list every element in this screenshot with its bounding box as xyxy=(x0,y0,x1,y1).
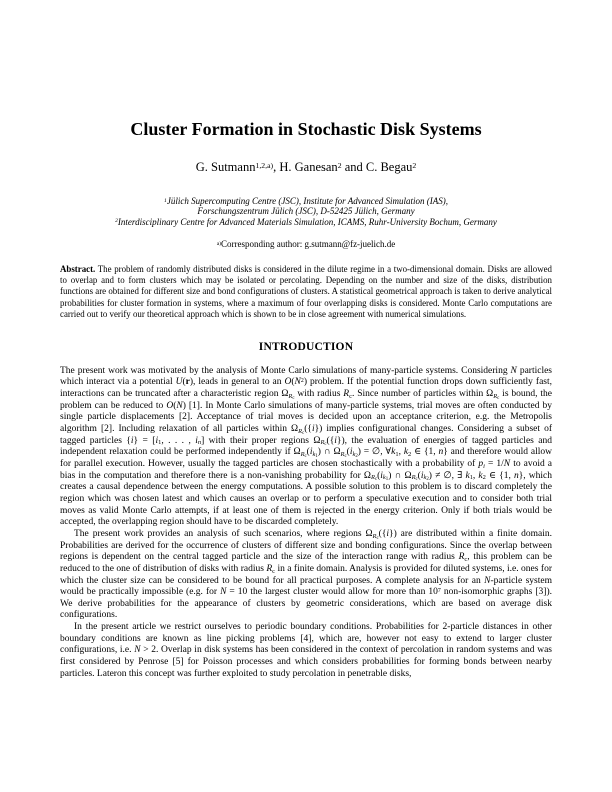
abstract-label: Abstract. xyxy=(60,264,96,275)
paper-title: Cluster Formation in Stochastic Disk Systems xyxy=(130,119,482,139)
abstract xyxy=(60,264,552,319)
section-heading-introduction: INTRODUCTION xyxy=(258,340,354,353)
page-content xyxy=(60,0,552,680)
intro-paragraph-3: In the present article we restrict ourselves to periodic boundary conditions. Probabilities for 2-particle distances in other boundary conditions are known as line picking problems [4], which are, however not easy to extend to larger cluster configurations, i.e. N > 2. Overlap in disk systems has been considered in the context of percolation in random systems and was first considered by Penrose [5] for Poisson processes and which considers probabilities for forming bonds between nearby particles. Lateron this concept was further exploited to study percolation in penetrable disks, xyxy=(60,622,552,679)
corresponding-author: $^{a)}$Corresponding author: g.sutmann@fz-juelich.de xyxy=(216,239,396,250)
introduction-section xyxy=(60,366,552,681)
affiliations-block xyxy=(60,196,552,227)
affiliation-1: $^1$Jülich Supercomputing Centre (JSC), Institute for Advanced Simulation (IAS), Forschungszentrum Jülich (JSC), D-52425 Jülich, Germany xyxy=(164,196,448,217)
intro-paragraph-1: The present work was motivated by the analysis of Monte Carlo simulations of many-particle systems. Considering N particles which interact via a potential U(r), leads in general to an $O(N^2)$ problem. If the potential function drops down sufficiently fast, interactions can be truncated after a characteristic region $\Omega_{R_c}$ with radius $R_c$. Since number of particles within $\Omega_{R_c}$ is bound, the problem can be reduced to O(N) [1]. In Monte Carlo simulations of many-particle systems, trial moves are often conducted by single particle displacements [2]. Acceptance of trial moves is decided upon an acceptance criterion, e.g. the Metropolis algorithm [2]. Including relaxation of all particles within $\Omega_{R_c}(\{i\})$ implies configurational changes. Considering a subset of tagged particles $\{i\} = [i_1$, . . . , $i_n$] with their proper regions $\Omega_{R_c}(\{i\})$, the evaluation of energies of tagged particles and independent relaxation could be performed independently if $\Omega_{R_c}(i_{k_1})$ ∩ $\Omega_{R_c}(i_{k_2})$ = ∅, $\forall k_1$, $k_2$ ∈ {1, n} and therefore would allow for parallel execution. However, usually the tagged particles are chosen stochastically with a probability of $p_i = 1/N$ to avoid a bias in the computation and therefore there is a non-vanishing probability for $\Omega_{R_c}(i_{k_1})$ ∩ $\Omega_{R_c}(i_{k_2})$ ≠ ∅, ∃ $k_1$, $k_2$ ∈ {1, n}, which creates a causal dependence between the energy computations. A possible solution to this problem is to discard completely the region which was chosen latest and which causes an overlap or to perform a speculative execution and to consider both trial moves as valid Monte Carlo attempts, if at least one of them is rejected in the energy criterion. Only if both trials would be accepted, the overlapping region should have to be discarded completely. xyxy=(60,365,553,528)
abstract-text: The problem of randomly distributed disks is considered in the dilute regime in a two-dimensional domain. Disks are allowed to overlap and to form clusters which may be isolated or percolating. Depending on the number and size of the disks, distribution functions are obtained for different size and bond configurations of clusters. A statistical geometrical approach is taken to derive analytical probabilities for cluster formation in systems, where a maximum of four overlapping disks is considered. Monte Carlo computations are carried out to verify our theoretical approach which is shown to be in close agreement with numerical simulations. xyxy=(60,264,552,319)
authors-line: G. Sutmann$^{1,2,a)}$, H. Ganesan$^2$ and C. Begau$^2$ xyxy=(195,160,417,174)
affiliation-2: $^2$Interdisciplinary Centre for Advanced Materials Simulation, ICAMS, Ruhr-University Bochum, Germany xyxy=(115,216,497,227)
intro-paragraph-2: The present work provides an analysis of such scenarios, where regions $\Omega_{R_c}(\{i\})$ are distributed within a finite domain. Probabilities are derived for the occurrence of clusters of different size and bonding configurations. Since the overlap between regions is dependent on the central tagged particle and the size of the interaction range with radius $R_c$, this problem can be reduced to the one of distribution of disks with radius $R_c$ in a finite domain. Analysis is provided for diluted systems, i.e. ones for which the cluster size can be considered to be bound for all practical purposes. A complete analysis for an N-particle system would be practically impossible (e.g. for N = 10 the largest cluster would allow for more than $10^7$ non-isomorphic graphs [3]). We derive probabilities for the appearance of clusters by geometric considerations, which are based on average disk configurations. xyxy=(60,528,552,621)
